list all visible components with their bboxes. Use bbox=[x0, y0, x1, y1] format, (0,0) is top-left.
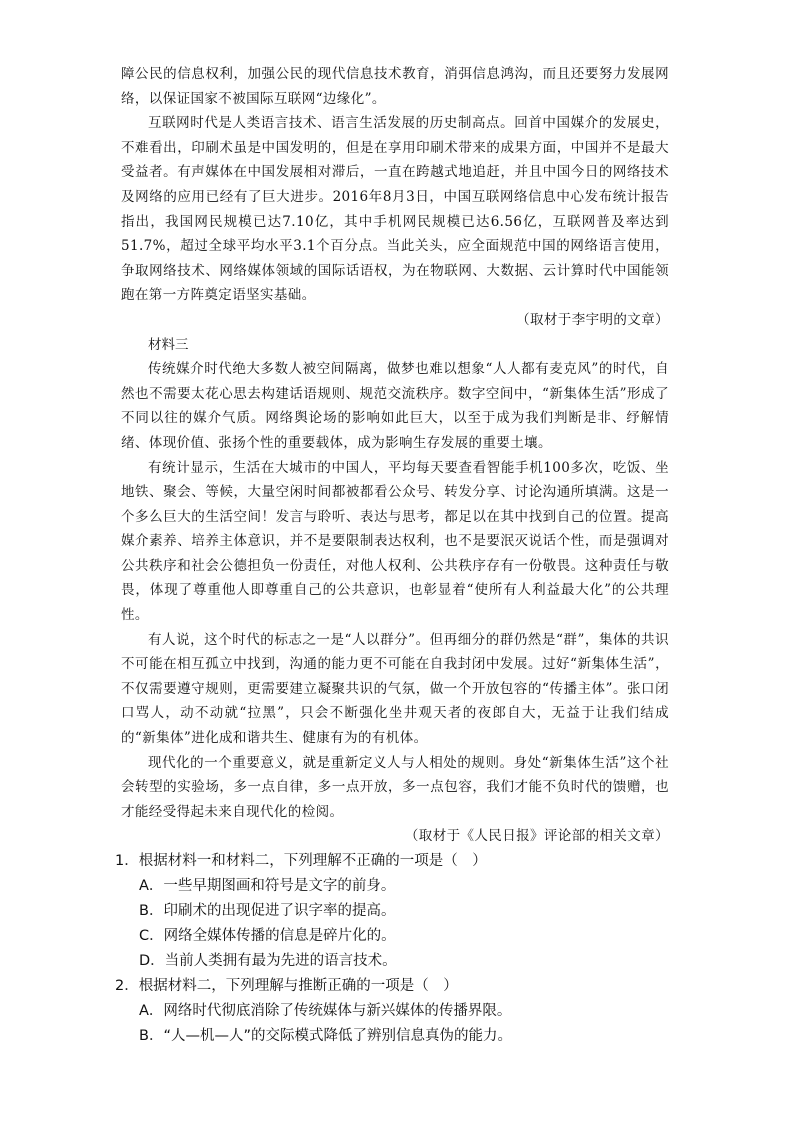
question-2-option-a: A．网络时代彻底消除了传统媒体与新兴媒体的传播界限。 bbox=[139, 1003, 512, 1019]
material3-paragraph-2: 有统计显示，生活在大城市的中国人，平均每天要查看智能手机100多次，吃饭、坐地铁、聚会、等候，大量空闲时间都被都看公众号、转发分享、讨论沟通所填满。这是一个多么巨大的生活空间！发言与聆听、表达与思考，都足以在其中找到自己的位置。提高媒介素养、培养主体意识，并不是要限制表达权利，也不是要泯灭说话个性，而是强调对公共秩序和社会公德担负一份责任，对他人权利、公共秩序存有一份敬畏。这种责任与敬畏，体现了尊重他人即尊重自己的公共意识，也彰显着“使所有人利益最大化”的公共理性。 bbox=[121, 459, 669, 624]
material3-heading: 材料三 bbox=[148, 336, 189, 353]
question-1-option-b: B．印刷术的出现促进了识字率的提高。 bbox=[139, 903, 396, 919]
question-2-stem: 2．根据材料二，下列理解与推断正确的一项是（ ） bbox=[115, 978, 458, 994]
material3-source: （取材于《人民日报》评论部的相关文章） bbox=[404, 828, 669, 845]
question-1 bbox=[115, 849, 669, 974]
question-1-stem: 1．根据材料一和材料二，下列理解不正确的一项是（ ） bbox=[115, 853, 487, 869]
material3-paragraph-1: 传统媒介时代绝大多数人被空间隔离，做梦也难以想象“人人都有麦克风”的时代，自然也不需要太花心思去构建话语规则、规范交流秩序。数字空间中，“新集体生活”形成了不同以往的媒介气质。网络舆论场的影响如此巨大，以至于成为我们判断是非、纾解情绪、体现价值、张扬个性的重要载体，成为影响生存发展的重要土壤。 bbox=[121, 361, 669, 451]
question-1-option-a: A．一些早期图画和符号是文字的前身。 bbox=[139, 878, 396, 894]
material2-source: （取材于李宇明的文章） bbox=[516, 311, 669, 328]
material2-paragraph: 互联网时代是人类语言技术、语言生活发展的历史制高点。回首中国媒介的发展史，不难看出，印刷术虽是中国发明的，但是在享用印刷术带来的成果方面，中国并不是最大受益者。有声媒体在中国发展相对滞后，一直在跨越式地追赶，并且中国今日的网络技术及网络的应用已经有了巨大进步。2016年8月3日，中国互联网络信息中心发布统计报告指出，我国网民规模已达7.10亿，其中手机网民规模已达6.56亿，互联网普及率达到51.7%，超过全球平均水平3.1个百分点。当此关头，应全面规范中国的网络语言使用，争取网络技术、网络媒体领域的国际话语权，为在物联网、大数据、云计算时代中国能领跑在第一方阵奠定语坚实基础。 bbox=[121, 115, 669, 304]
material3-paragraph-3: 有人说，这个时代的标志之一是“人以群分”。但再细分的群仍然是“群”，集体的共识不可能在相互孤立中找到，沟通的能力更不可能在自我封闭中发展。过好“新集体生活”，不仅需要遵守规则，更需要建立凝聚共识的气氛，做一个开放包容的“传播主体”。张口闭口骂人，动不动就“拉黑”，只会不断强化坐井观天者的夜郎自大，无益于让我们结成的“新集体”进化成和谐共生、健康有为的有机体。 bbox=[121, 631, 669, 747]
document-body bbox=[115, 62, 669, 1049]
question-2-option-b: B．“人—机—人”的交际模式降低了辨别信息真伪的能力。 bbox=[139, 1028, 512, 1044]
material3-paragraph-4: 现代化的一个重要意义，就是重新定义人与人相处的规则。身处“新集体生活”这个社会转型的实验场，多一点自律，多一点开放，多一点包容，我们才能不负时代的馈赠，也才能经受得起未来自现代化的检阅。 bbox=[121, 754, 669, 820]
material2-paragraph-continued: 障公民的信息权利，加强公民的现代信息技术教育，消弭信息鸿沟，而且还要努力发展网络，以保证国家不被国际互联网“边缘化”。 bbox=[121, 66, 669, 107]
question-2 bbox=[115, 974, 669, 1049]
question-1-option-d: D．当前人类拥有最为先进的语言技术。 bbox=[139, 953, 397, 969]
question-1-option-c: C．网络全媒体传播的信息是碎片化的。 bbox=[139, 928, 396, 944]
